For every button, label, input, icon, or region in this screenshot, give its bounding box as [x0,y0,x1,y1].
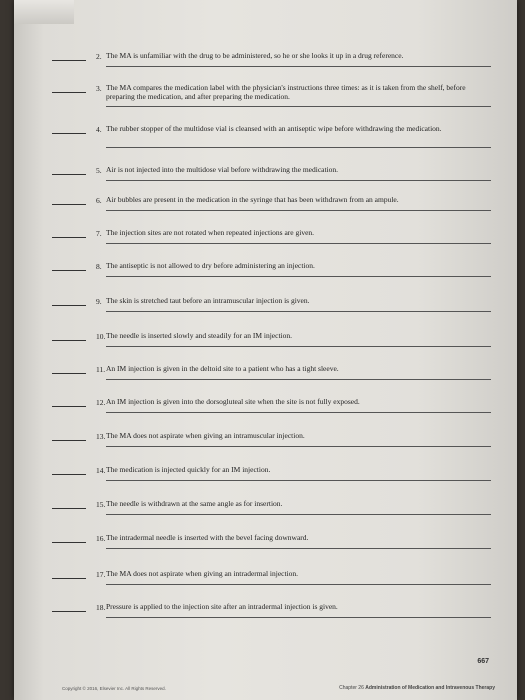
question-text: An IM injection is given into the dorsogluteal site when the site is not fully exposed. [106,397,360,406]
worksheet-page [14,0,517,700]
question-number: 13. [96,432,106,441]
explanation-line[interactable] [106,480,491,481]
copyright-footer: Copyright © 2016, Elsevier Inc. All Rights Reserved. [62,686,166,691]
question-number: 15. [96,500,106,509]
question-number: 11. [96,365,106,374]
explanation-line[interactable] [106,276,491,277]
answer-blank[interactable] [52,204,86,205]
answer-blank[interactable] [52,133,86,134]
question-number: 8. [96,262,102,271]
question-text: The MA does not aspirate when giving an intramuscular injection. [106,431,305,440]
answer-blank[interactable] [52,270,86,271]
explanation-line[interactable] [106,147,491,148]
answer-blank[interactable] [52,542,86,543]
answer-blank[interactable] [52,373,86,374]
question-text: The MA does not aspirate when giving an intradermal injection. [106,569,299,578]
explanation-line[interactable] [106,379,491,380]
question-text: Pressure is applied to the injection site after an intradermal injection is given. [106,602,338,611]
question-number: 10. [96,332,106,341]
explanation-line[interactable] [106,311,491,312]
explanation-line[interactable] [106,106,491,107]
answer-blank[interactable] [52,406,86,407]
question-text: The needle is inserted slowly and steadily for an IM injection. [106,331,292,340]
explanation-line[interactable] [106,243,491,244]
question-number: 12. [96,398,106,407]
explanation-line[interactable] [106,617,491,618]
question-text: The antiseptic is not allowed to dry before administering an injection. [106,261,315,270]
answer-blank[interactable] [52,508,86,509]
question-text: Air bubbles are present in the medication in the syringe that has been withdrawn from an ampule. [106,195,399,204]
question-number: 3. [96,84,102,93]
question-text: Air is not injected into the multidose vial before withdrawing the medication. [106,165,339,174]
explanation-line[interactable] [106,584,491,585]
question-number: 7. [96,229,102,238]
answer-blank[interactable] [52,578,86,579]
answer-blank[interactable] [52,237,86,238]
question-text: The intradermal needle is inserted with the bevel facing downward. [106,533,309,542]
explanation-line[interactable] [106,514,491,515]
explanation-line[interactable] [106,180,491,181]
question-number: 16. [96,534,106,543]
explanation-line[interactable] [106,66,491,67]
question-number: 9. [96,297,102,306]
page-corner [14,0,74,24]
chapter-title: Administration of Medication and Intravenous Therapy [365,685,495,691]
answer-blank[interactable] [52,340,86,341]
question-number: 4. [96,125,102,134]
question-text: The injection sites are not rotated when repeated injections are given. [106,228,315,237]
question-number: 2. [96,52,102,61]
page-number: 667 [477,658,489,665]
answer-blank[interactable] [52,305,86,306]
answer-blank[interactable] [52,92,86,93]
question-number: 6. [96,196,102,205]
question-number: 18. [96,603,106,612]
chapter-footer [339,685,495,691]
answer-blank[interactable] [52,611,86,612]
question-number: 14. [96,466,106,475]
explanation-line[interactable] [106,346,491,347]
explanation-line[interactable] [106,412,491,413]
explanation-line[interactable] [106,548,491,549]
question-text: The MA compares the medication label with the physician's instructions three times: as it is taken from the shelf, before preparing the medication, and after preparing the medication. [106,83,466,101]
question-number: 5. [96,166,102,175]
question-text: An IM injection is given in the deltoid site to a patient who has a tight sleeve. [106,364,339,373]
answer-blank[interactable] [52,60,86,61]
question-text: The MA is unfamiliar with the drug to be administered, so he or she looks it up in a drug reference. [106,51,404,60]
chapter-label: Chapter 26 [339,685,364,691]
answer-blank[interactable] [52,440,86,441]
explanation-line[interactable] [106,210,491,211]
question-text: The skin is stretched taut before an intramuscular injection is given. [106,296,310,305]
question-number: 17. [96,570,106,579]
answer-blank[interactable] [52,174,86,175]
question-text: The rubber stopper of the multidose vial is cleansed with an antiseptic wipe before withdrawing the medication. [106,124,442,133]
answer-blank[interactable] [52,474,86,475]
question-text: The medication is injected quickly for an IM injection. [106,465,271,474]
question-text: The needle is withdrawn at the same angle as for insertion. [106,499,283,508]
explanation-line[interactable] [106,446,491,447]
